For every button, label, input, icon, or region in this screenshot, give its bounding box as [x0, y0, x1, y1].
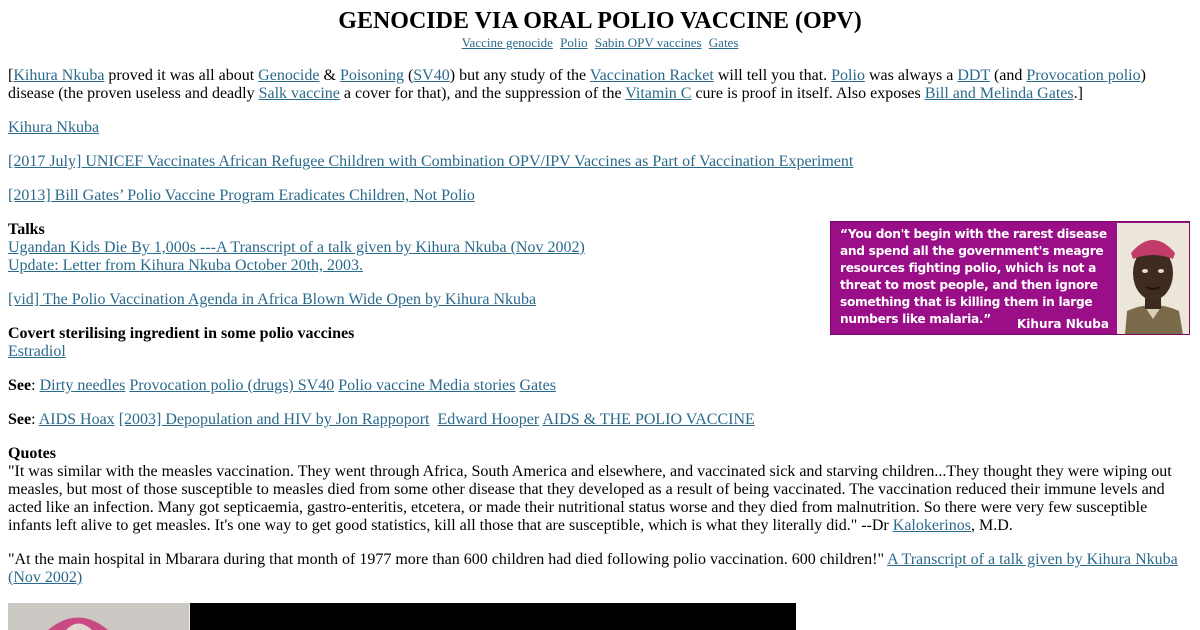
gates-2013-row — [8, 187, 475, 205]
see-sv40-link[interactable]: SV40 — [297, 377, 335, 394]
dirty-needles-link[interactable]: Dirty needles — [39, 377, 126, 394]
intro-text: ( — [403, 67, 414, 84]
subnav-sabin-opv-link[interactable]: Sabin OPV vaccines — [594, 35, 702, 50]
quotes-section — [8, 445, 1192, 535]
poisoning-link[interactable]: Poisoning — [339, 67, 404, 84]
genocide-link[interactable]: Genocide — [258, 67, 320, 84]
video-preview-image — [8, 603, 796, 630]
quote-banner-image — [830, 221, 1190, 335]
banner-quote: “You don't begin with the rarest disease and spend all the government's meagre resources fighting polio, which is not a threat to most people, and then ignore something that is killing them in large numbers like malaria.” — [840, 227, 1107, 326]
intro-text: & — [319, 67, 340, 84]
quotes-heading: Quotes — [8, 445, 56, 462]
kihura-nkuba-page-link[interactable]: Kihura Nkuba — [8, 119, 100, 136]
intro-text: proved it was all about — [104, 67, 259, 84]
video-row — [8, 291, 536, 309]
see-colon: : — [31, 377, 36, 394]
sub-navigation — [0, 35, 1200, 51]
covert-section — [8, 325, 354, 361]
polio-link[interactable]: Polio — [831, 67, 865, 84]
intro-text: will tell you that. — [713, 67, 832, 84]
ddt-link[interactable]: DDT — [957, 67, 990, 84]
aids-polio-vaccine-link[interactable]: AIDS & THE POLIO VACCINE — [542, 411, 755, 428]
gates-2013-link[interactable]: [2013] Bill Gates’ Polio Vaccine Program Eradicates Children, Not Polio — [8, 187, 475, 204]
subnav-gates-link[interactable]: Gates — [708, 35, 739, 50]
aids-hoax-link[interactable]: AIDS Hoax — [38, 411, 115, 428]
sv40-link[interactable]: SV40 — [413, 67, 450, 84]
intro-paragraph — [8, 67, 1193, 103]
see-colon: : — [31, 411, 36, 428]
transcript-talk-link[interactable]: A Transcript of a talk given by Kihura Nkuba (Nov 2002) — [8, 551, 1178, 586]
salk-vaccine-link[interactable]: Salk vaccine — [258, 85, 340, 102]
quote-kalokerinos — [8, 463, 1192, 535]
intro-text: was always a — [864, 67, 958, 84]
intro-text: (and — [989, 67, 1027, 84]
bill-melinda-gates-link[interactable]: Bill and Melinda Gates — [924, 85, 1074, 102]
quote-text: "At the main hospital in Mbarara during that month of 1977 more than 600 children had died following polio vaccination. 600 children!" — [8, 551, 888, 568]
kalokerinos-link[interactable]: Kalokerinos — [892, 517, 971, 534]
kihura-nkuba-link[interactable]: Kihura Nkuba — [13, 67, 105, 84]
covert-heading: Covert sterilising ingredient in some polio vaccines — [8, 325, 355, 342]
talk-ugandan-kids-link[interactable]: Ugandan Kids Die By 1,000s ---A Transcript of a talk given by Kihura Nkuba (Nov 2002) — [8, 239, 585, 256]
quote-attribution: , M.D. — [970, 517, 1013, 534]
provocation-polio-drugs-link[interactable]: Provocation polio (drugs) — [129, 377, 298, 394]
intro-text: cure is proof in itself. Also exposes — [691, 85, 925, 102]
subnav-polio-link[interactable]: Polio — [560, 35, 588, 50]
quote-text: "It was similar with the measles vaccination. They went through Africa, South America and elsewhere, and vaccinated sick and starving children...They thought they were wiping out measles, but most of those susceptible to measles died from some other disease that they developed as a result of being vaccinated. The vaccination reduced their immune levels and acted like an infection. Many got septicaemia, gastro-enteritis, etcetera, or made their nutritional status worse and they died from malnutrition. So there were very few susceptible infants left alive to get measles. It's one way to get good statistics, kill all those that are susceptible, which is what they literally did." --Dr — [8, 463, 1172, 534]
intro-text: [ — [8, 67, 14, 84]
see-row-1 — [8, 377, 556, 395]
polio-media-stories-link[interactable]: Polio vaccine Media stories — [338, 377, 516, 394]
see-label: See — [8, 377, 32, 394]
unicef-row — [8, 153, 853, 171]
intro-text: ) but any study of the — [449, 67, 590, 84]
unicef-2017-link[interactable]: [2017 July] UNICEF Vaccinates African Refugee Children with Combination OPV/IPV Vaccines as Part of Vaccination Experiment — [8, 153, 854, 170]
page-title: GENOCIDE VIA ORAL POLIO VACCINE (OPV) — [338, 8, 862, 34]
see-gates-link[interactable]: Gates — [519, 377, 556, 394]
banner-author: Kihura Nkuba — [1017, 317, 1109, 331]
depopulation-hiv-link[interactable]: [2003] Depopulation and HIV by Jon Rappoport — [118, 411, 430, 428]
talks-section — [8, 221, 585, 275]
estradiol-link[interactable]: Estradiol — [8, 343, 66, 360]
provocation-polio-link[interactable]: Provocation polio — [1026, 67, 1141, 84]
intro-text: ) disease (the proven useless and deadly — [8, 67, 1146, 102]
see-label: See — [8, 411, 32, 428]
intro-text: a cover for that), and the suppression of the — [339, 85, 626, 102]
video-agenda-link[interactable]: [vid] The Polio Vaccination Agenda in Africa Blown Wide Open by Kihura Nkuba — [8, 291, 537, 308]
edward-hooper-link[interactable]: Edward Hooper — [437, 411, 540, 428]
see-row-2 — [8, 411, 755, 429]
video-thumbnail — [8, 603, 190, 630]
subnav-vaccine-genocide-link[interactable]: Vaccine genocide — [461, 35, 553, 50]
talks-heading: Talks — [8, 221, 45, 238]
portrait-illustration — [1117, 223, 1189, 335]
vaccination-racket-link[interactable]: Vaccination Racket — [589, 67, 714, 84]
intro-text: .] — [1073, 85, 1083, 102]
quote-mbarara — [8, 551, 1192, 587]
thumbnail-illustration — [8, 603, 189, 630]
vitamin-c-link[interactable]: Vitamin C — [625, 85, 692, 102]
kihura-row — [8, 119, 99, 137]
kihura-portrait — [1117, 223, 1189, 335]
talk-update-letter-link[interactable]: Update: Letter from Kihura Nkuba October 20th, 2003. — [8, 257, 364, 274]
